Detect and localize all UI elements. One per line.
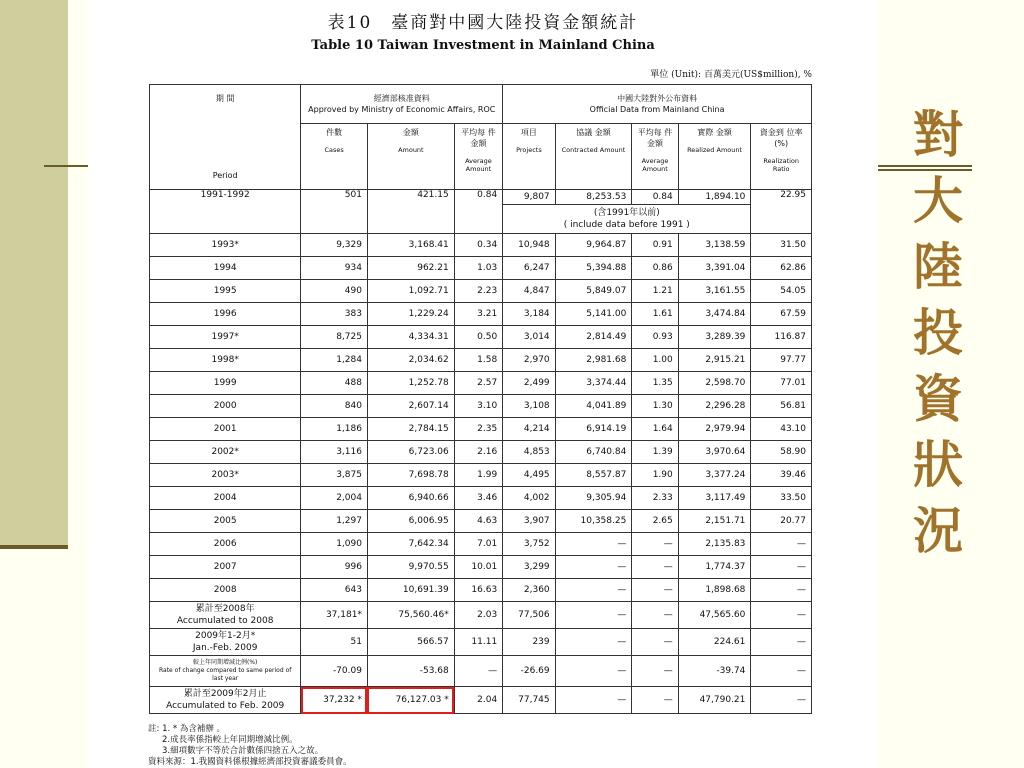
cell: 6,914.19 (555, 418, 632, 441)
cell: — (555, 579, 632, 602)
cell: — (632, 556, 678, 579)
cell: 2,784.15 (367, 418, 454, 441)
table-row (150, 441, 812, 464)
cell: 3,184 (503, 303, 555, 326)
cell: 7,698.78 (367, 464, 454, 487)
cell: 643 (301, 579, 368, 602)
cell: 7.01 (454, 533, 502, 556)
cell: 1.58 (454, 349, 502, 372)
col-header (301, 124, 368, 190)
cell: 2,034.62 (367, 349, 454, 372)
cell: 1,774.37 (678, 556, 751, 579)
title-char: 陸 (913, 237, 963, 296)
cell: 0.50 (454, 326, 502, 349)
china-header (503, 85, 812, 124)
cell: 0.84 (632, 190, 678, 205)
col-header (555, 124, 632, 190)
cell: 1.39 (632, 441, 678, 464)
col-header (503, 124, 555, 190)
cell: 3,299 (503, 556, 555, 579)
cell: 1,092.71 (367, 280, 454, 303)
cell: 2,598.70 (678, 372, 751, 395)
cell: 4,847 (503, 280, 555, 303)
cell: 3,907 (503, 510, 555, 533)
col-header (632, 124, 678, 190)
cell: 1,186 (301, 418, 368, 441)
cell: 3.10 (454, 395, 502, 418)
cell: 16.63 (454, 579, 502, 602)
scanned-document (88, 0, 878, 768)
period-cell: 1991-1992 (150, 190, 301, 234)
cell: 1.35 (632, 372, 678, 395)
table-title-en: Table 10 Taiwan Investment in Mainland China (311, 38, 655, 53)
cell: 2.03 (454, 602, 502, 629)
cell: — (632, 687, 678, 714)
cell: 1.21 (632, 280, 678, 303)
cell: 1,229.24 (367, 303, 454, 326)
cell: 1,898.68 (678, 579, 751, 602)
col-header (751, 124, 812, 190)
unit-label: 單位 (Unit): 百萬美元(US$million), % (650, 70, 812, 80)
cell: 2,814.49 (555, 326, 632, 349)
period-cell: 2003* (150, 464, 301, 487)
cell: 6,723.06 (367, 441, 454, 464)
cell: 383 (301, 303, 368, 326)
cell: 8,253.53 (555, 190, 632, 205)
title-char: 投 (913, 303, 963, 362)
cell: 9,807 (503, 190, 555, 205)
cell: — (751, 602, 812, 629)
table-row (150, 257, 812, 280)
cell: 58.90 (751, 441, 812, 464)
cell: 1.61 (632, 303, 678, 326)
cell: 77,506 (503, 602, 555, 629)
cell: 1.90 (632, 464, 678, 487)
col-en: Contracted Amount (561, 146, 626, 154)
cell: 56.81 (751, 395, 812, 418)
cell: 116.87 (751, 326, 812, 349)
col-header (367, 124, 454, 190)
cell: 3,374.44 (555, 372, 632, 395)
cell: 3,391.04 (678, 257, 751, 280)
cell: 2,296.28 (678, 395, 751, 418)
period-cell (150, 687, 301, 714)
cell: -70.09 (301, 656, 368, 687)
table-row (150, 510, 812, 533)
period-zh: 累計至2009年2月止 (183, 689, 267, 699)
cell: 2,915.21 (678, 349, 751, 372)
table-row (150, 556, 812, 579)
cell: 3.21 (454, 303, 502, 326)
cell: 9,305.94 (555, 487, 632, 510)
cell: 4,002 (503, 487, 555, 510)
cell: 6,006.95 (367, 510, 454, 533)
cell: 20.77 (751, 510, 812, 533)
cell: 0.84 (454, 190, 502, 234)
footnotes (148, 724, 352, 768)
cell: 1.99 (454, 464, 502, 487)
table-row (150, 303, 812, 326)
cell: 4.63 (454, 510, 502, 533)
table-row-rate (150, 656, 812, 687)
period-en: Rate of change compared to same period of last year (158, 667, 292, 682)
cell: 2,979.94 (678, 418, 751, 441)
cell: — (751, 533, 812, 556)
cell: 97.77 (751, 349, 812, 372)
cell: 421.15 (367, 190, 454, 234)
cell: 8,557.87 (555, 464, 632, 487)
cell: 2.04 (454, 687, 502, 714)
period-cell: 1997* (150, 326, 301, 349)
cell: — (632, 629, 678, 656)
cell: 2,004 (301, 487, 368, 510)
cell: 3,014 (503, 326, 555, 349)
cell: — (632, 579, 678, 602)
moea-header (301, 85, 503, 124)
period-header-en: Period (212, 171, 238, 180)
col-header (454, 124, 502, 190)
period-header (150, 85, 301, 190)
cell: 1.64 (632, 418, 678, 441)
cell: 39.46 (751, 464, 812, 487)
cell: 1,284 (301, 349, 368, 372)
cell: 2,981.68 (555, 349, 632, 372)
table-row (150, 487, 812, 510)
cell: 9,329 (301, 234, 368, 257)
cell: 43.10 (751, 418, 812, 441)
cell: 37,181* (301, 602, 368, 629)
period-zh: 2009年1-2月* (195, 631, 256, 641)
cell: 33.50 (751, 487, 812, 510)
cell: 10,691.39 (367, 579, 454, 602)
cell: 3,138.59 (678, 234, 751, 257)
cell: 566.57 (367, 629, 454, 656)
col-en: Realized Amount (687, 146, 743, 154)
cell: 2.16 (454, 441, 502, 464)
cell: 490 (301, 280, 368, 303)
cell: 0.34 (454, 234, 502, 257)
col-en: Realization Ratio (763, 157, 800, 173)
cell: — (555, 556, 632, 579)
cell: 2,151.71 (678, 510, 751, 533)
col-en: Amount (398, 146, 424, 154)
cell: 62.86 (751, 257, 812, 280)
left-decor-bar (0, 0, 68, 545)
period-cell: 2005 (150, 510, 301, 533)
cell: 3,875 (301, 464, 368, 487)
cell: — (632, 533, 678, 556)
col-zh: 資金到 位率(%) (759, 128, 803, 148)
period-en: Accumulated to Feb. 2009 (166, 701, 285, 711)
cell: 1.00 (632, 349, 678, 372)
note-line: (含1991年以前) (593, 208, 660, 218)
cell: 10,358.25 (555, 510, 632, 533)
cell: 0.91 (632, 234, 678, 257)
cell: 934 (301, 257, 368, 280)
cell: — (555, 533, 632, 556)
cell: — (454, 656, 502, 687)
period-zh: 累計至2008年 (195, 604, 255, 614)
cell: 2.33 (632, 487, 678, 510)
table-row-acc2009 (150, 687, 812, 714)
cell: 3,161.55 (678, 280, 751, 303)
cell: 3,116 (301, 441, 368, 464)
cell: 5,141.00 (555, 303, 632, 326)
table-row (150, 395, 812, 418)
cell: 47,565.60 (678, 602, 751, 629)
cell: 3,752 (503, 533, 555, 556)
title-char: 狀 (913, 435, 963, 494)
period-cell: 2000 (150, 395, 301, 418)
footnote: 2.成長率係指較上年同期增減比例。 (162, 735, 298, 745)
cell: 488 (301, 372, 368, 395)
cell: 1,090 (301, 533, 368, 556)
col-zh: 項目 (520, 128, 537, 137)
period-cell: 1995 (150, 280, 301, 303)
cell: 4,041.89 (555, 395, 632, 418)
cell: 3,108 (503, 395, 555, 418)
cell: 5,849.07 (555, 280, 632, 303)
cell: 3.46 (454, 487, 502, 510)
table-row (150, 349, 812, 372)
cell: 4,853 (503, 441, 555, 464)
period-en: Accumulated to 2008 (176, 616, 274, 626)
table-row (150, 326, 812, 349)
period-cell: 1999 (150, 372, 301, 395)
col-header (678, 124, 751, 190)
cell: 2,499 (503, 372, 555, 395)
cell: 54.05 (751, 280, 812, 303)
col-zh: 件數 (326, 128, 343, 137)
table-row (150, 234, 812, 257)
col-zh: 實際 金額 (697, 128, 732, 137)
cell: 501 (301, 190, 368, 234)
cell: 3,117.49 (678, 487, 751, 510)
table-row (150, 464, 812, 487)
note-line: ( include data before 1991 ) (563, 220, 690, 230)
period-en: Jan.-Feb. 2009 (192, 643, 258, 653)
cell: — (632, 602, 678, 629)
footnote: 3.細項數字不等於合計數係四捨五入之故。 (162, 746, 324, 756)
cell: 3,289.39 (678, 326, 751, 349)
china-header-en: Official Data from Mainland China (589, 105, 725, 114)
footnote: 註: 1. * 為含補辦 。 (148, 724, 226, 734)
cell: 0.86 (632, 257, 678, 280)
slide-title-vertical (898, 102, 978, 564)
title-char: 況 (913, 501, 963, 560)
period-cell: 2001 (150, 418, 301, 441)
title-char: 對 (913, 105, 963, 164)
cell: -26.69 (503, 656, 555, 687)
cell: 67.59 (751, 303, 812, 326)
moea-header-zh: 經濟部核准資料 (373, 94, 430, 103)
footnote: 資料來源：1.我國資料係根據經濟部投資審議委員會。 (148, 757, 352, 767)
cell: 75,560.46* (367, 602, 454, 629)
cell: 6,940.66 (367, 487, 454, 510)
period-cell: 2008 (150, 579, 301, 602)
investment-table (149, 84, 812, 714)
cell: 962.21 (367, 257, 454, 280)
cell: 1.03 (454, 257, 502, 280)
cell: 4,495 (503, 464, 555, 487)
table-row (150, 280, 812, 303)
cell: 4,214 (503, 418, 555, 441)
cell: 1,252.78 (367, 372, 454, 395)
cell: 2.23 (454, 280, 502, 303)
cell: 77.01 (751, 372, 812, 395)
cell: -53.68 (367, 656, 454, 687)
cell: — (751, 629, 812, 656)
cell: 9,970.55 (367, 556, 454, 579)
cell: 2,607.14 (367, 395, 454, 418)
cell: 22.95 (751, 190, 812, 234)
cell: — (555, 687, 632, 714)
col-en: Average Amount (641, 157, 669, 173)
cell: 2.65 (632, 510, 678, 533)
cell: — (751, 579, 812, 602)
title-char: 大 (913, 171, 963, 230)
period-cell: 2007 (150, 556, 301, 579)
cell: 2,360 (503, 579, 555, 602)
period-cell: 1993* (150, 234, 301, 257)
cell: 3,168.41 (367, 234, 454, 257)
cell: 31.50 (751, 234, 812, 257)
cell: 10.01 (454, 556, 502, 579)
cell: 9,964.87 (555, 234, 632, 257)
table-row (150, 372, 812, 395)
cell: -39.74 (678, 656, 751, 687)
cell: 2,970 (503, 349, 555, 372)
cell: 4,334.31 (367, 326, 454, 349)
col-zh: 平均每 件金額 (461, 128, 496, 148)
cell: 7,642.34 (367, 533, 454, 556)
table-row-acc2008 (150, 602, 812, 629)
cell: 3,970.64 (678, 441, 751, 464)
period-cell (150, 602, 301, 629)
period-cell (150, 656, 301, 687)
title-char: 資 (913, 369, 963, 428)
col-en: Average Amount (465, 157, 492, 173)
period-zh: 較上年同期增減比例(%) (192, 659, 258, 666)
cell: 10,948 (503, 234, 555, 257)
cell: 47,790.21 (678, 687, 751, 714)
cell: 2,135.83 (678, 533, 751, 556)
period-cell: 1996 (150, 303, 301, 326)
period-cell: 2002* (150, 441, 301, 464)
period-cell: 1998* (150, 349, 301, 372)
cell: 5,394.88 (555, 257, 632, 280)
col-en: Projects (516, 146, 542, 154)
left-decor-tick (44, 165, 88, 167)
moea-header-en: Approved by Ministry of Economic Affairs, ROC (308, 105, 496, 114)
cell: 239 (503, 629, 555, 656)
col-zh: 協議 金額 (576, 128, 611, 137)
cell: 51 (301, 629, 368, 656)
cell: 11.11 (454, 629, 502, 656)
cell: — (751, 687, 812, 714)
cell: — (555, 656, 632, 687)
highlighted-cell: 76,127.03 * (367, 687, 454, 714)
cell: 996 (301, 556, 368, 579)
table-row (150, 190, 812, 205)
table-row (150, 418, 812, 441)
cell: 0.93 (632, 326, 678, 349)
period-cell: 1994 (150, 257, 301, 280)
cell: — (751, 656, 812, 687)
table-row (150, 533, 812, 556)
cell: 6,247 (503, 257, 555, 280)
cell: 840 (301, 395, 368, 418)
cell: 1.30 (632, 395, 678, 418)
cell: 6,740.84 (555, 441, 632, 464)
cell: 8,725 (301, 326, 368, 349)
highlighted-cell: 37,232 * (301, 687, 368, 714)
cell: 77,745 (503, 687, 555, 714)
col-zh: 金額 (402, 128, 419, 137)
cell: 3,377.24 (678, 464, 751, 487)
cell: 3,474.84 (678, 303, 751, 326)
cell: — (555, 629, 632, 656)
left-decor-line (0, 545, 68, 549)
period-header-zh: 期 間 (215, 94, 235, 103)
china-header-zh: 中國大陸對外公布資料 (617, 94, 698, 103)
cell: — (632, 656, 678, 687)
cell: — (751, 556, 812, 579)
cell: — (555, 602, 632, 629)
note-cell (503, 205, 751, 234)
table-row (150, 579, 812, 602)
cell: 2.57 (454, 372, 502, 395)
col-en: Cases (324, 146, 344, 154)
cell: 1,894.10 (678, 190, 751, 205)
period-cell: 2006 (150, 533, 301, 556)
cell: 2.35 (454, 418, 502, 441)
cell: 1,297 (301, 510, 368, 533)
cell: 224.61 (678, 629, 751, 656)
table-row-jan2009 (150, 629, 812, 656)
col-zh: 平均每 件金額 (637, 128, 673, 148)
period-cell: 2004 (150, 487, 301, 510)
table-title-zh: 表10 臺商對中國大陸投資金額統計 (327, 13, 639, 33)
period-cell (150, 629, 301, 656)
